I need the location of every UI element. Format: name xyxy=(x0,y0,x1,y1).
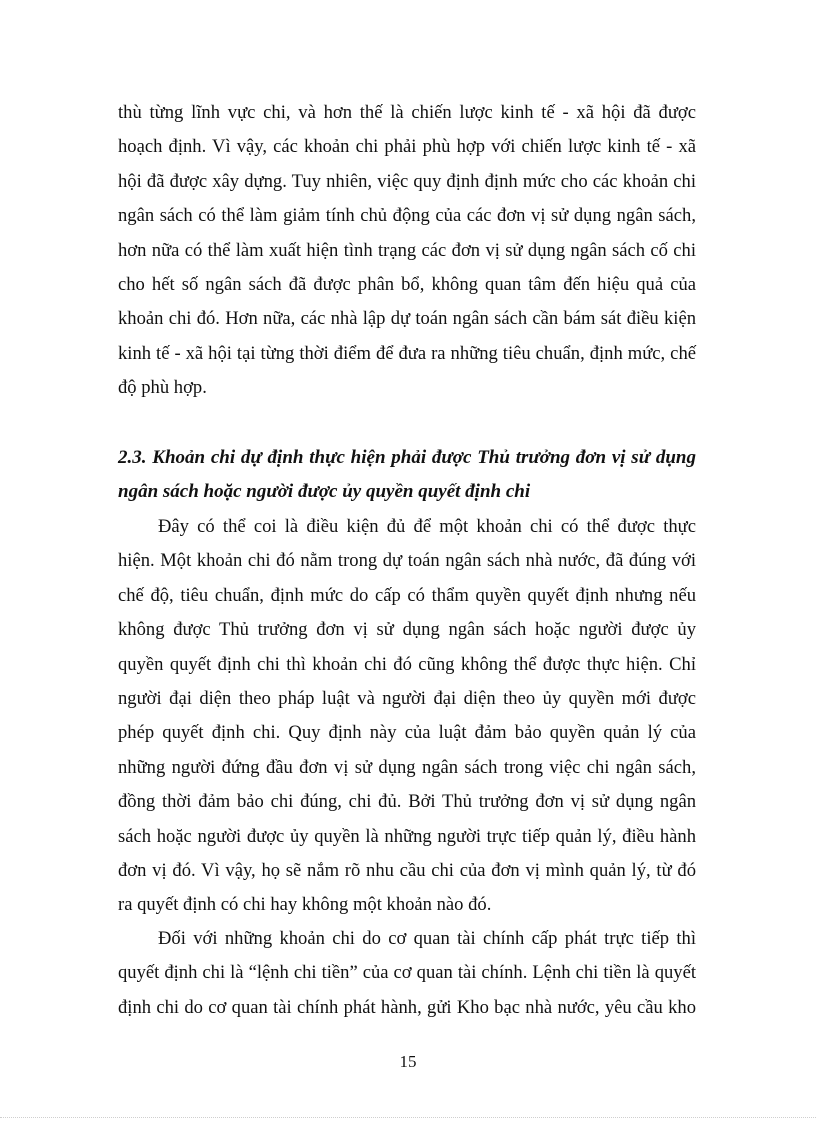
paragraph-line: quyết định chi là “lệnh chi tiền” của cơ quan tài chính. Lệnh chi tiền là quyết xyxy=(118,962,696,984)
paragraph-line: hoạch định. Vì vậy, các khoản chi phải phù hợp với chiến lược kinh tế - xã xyxy=(118,136,696,158)
paragraph-line: đồng thời đảm bảo chi đúng, chi đủ. Bởi Thủ trưởng đơn vị sử dụng ngân xyxy=(118,791,696,813)
paragraph-line: cho hết số ngân sách đã được phân bổ, không quan tâm đến hiệu quả của xyxy=(118,273,696,295)
paragraph-line: hơn nữa có thể làm xuất hiện tình trạng các đơn vị sử dụng ngân sách cố chi xyxy=(118,239,696,261)
heading-line: ngân sách hoặc người được ủy quyền quyết định chi xyxy=(118,481,531,503)
paragraph-1 xyxy=(118,96,696,406)
paragraph-line: Đối với những khoản chi do cơ quan tài chính cấp phát trực tiếp thì xyxy=(158,928,696,949)
paragraph-line: hiện. Một khoản chi đó nằm trong dự toán ngân sách nhà nước, đã đúng với xyxy=(118,550,696,572)
heading-line: 2.3. Khoản chi dự định thực hiện phải được Thủ trưởng đơn vị sử dụng xyxy=(118,447,696,468)
paragraph-line: đơn vị đó. Vì vậy, họ sẽ nắm rõ nhu cầu chi của đơn vị mình quản lý, từ đó xyxy=(118,859,696,881)
paragraph-line: kinh tế - xã hội tại từng thời điểm để đưa ra những tiêu chuẩn, định mức, chế xyxy=(118,342,696,364)
paragraph-line: hội đã được xây dựng. Tuy nhiên, việc quy định định mức cho các khoản chi xyxy=(118,170,696,192)
page-number: 15 xyxy=(399,1052,417,1071)
paragraph-line: những người đứng đầu đơn vị sử dụng ngân sách trong việc chi ngân sách, xyxy=(118,756,696,778)
paragraph-line: định chi do cơ quan tài chính phát hành, gửi Kho bạc nhà nước, yêu cầu kho xyxy=(118,996,696,1018)
paragraph-line: thù từng lĩnh vực chi, và hơn thế là chiến lược kinh tế - xã hội đã được xyxy=(118,102,696,123)
paragraph-line: khoản chi đó. Hơn nữa, các nhà lập dự toán ngân sách cần bám sát điều kiện xyxy=(118,308,696,330)
paragraph-line: người đại diện theo pháp luật và người đại diện theo ủy quyền mới được xyxy=(118,687,696,709)
paragraph-line: độ phù hợp. xyxy=(118,377,207,399)
paragraph-line: sách hoặc người được ủy quyền là những người trực tiếp quản lý, điều hành xyxy=(118,825,696,847)
paragraph-3 xyxy=(118,922,696,1025)
section-heading xyxy=(118,441,696,510)
paragraph-line: ra quyết định có chi hay không một khoản nào đó. xyxy=(118,894,492,916)
page-bottom-divider xyxy=(0,1117,816,1118)
paragraph-line: Đây có thể coi là điều kiện đủ để một khoản chi có thể được thực xyxy=(158,516,696,537)
paragraph-line: không được Thủ trưởng đơn vị sử dụng ngân sách hoặc người được ủy xyxy=(118,619,696,641)
paragraph-line: quyền quyết định chi thì khoản chi đó cũng không thể được thực hiện. Chỉ xyxy=(118,653,696,675)
paragraph-line: chế độ, tiêu chuẩn, định mức do cấp có thẩm quyền quyết định nhưng nếu xyxy=(118,584,696,606)
paragraph-2 xyxy=(118,510,696,923)
paragraph-line: phép quyết định chi. Quy định này của luật đảm bảo quyền quản lý của xyxy=(118,722,696,744)
paragraph-line: ngân sách có thể làm giảm tính chủ động của các đơn vị sử dụng ngân sách, xyxy=(118,205,696,227)
